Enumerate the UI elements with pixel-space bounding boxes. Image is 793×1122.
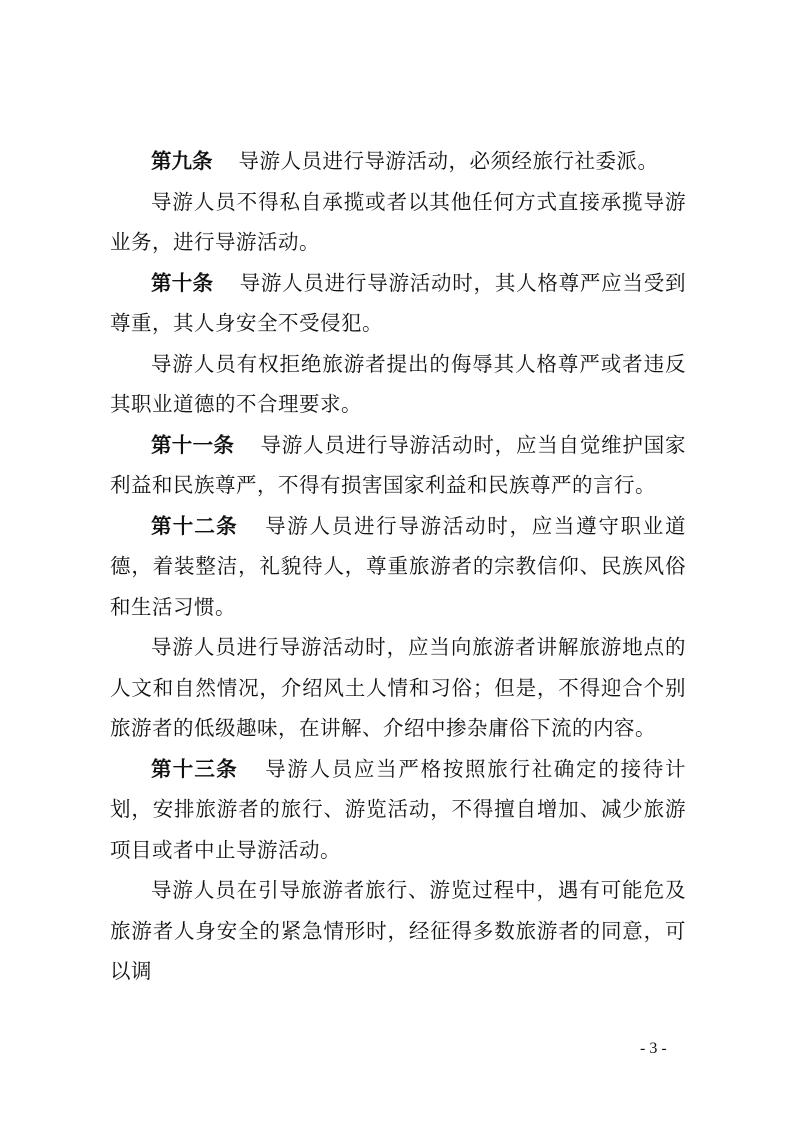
paragraph-text: 导游人员进行导游活动，必须经旅行社委派。	[238, 149, 659, 173]
paragraph-text: 导游人员不得私自承揽或者以其他任何方式直接承揽导游业务，进行导游活动。	[110, 189, 686, 254]
article-heading: 第十一条	[151, 432, 235, 457]
article-heading: 第十条	[151, 270, 214, 295]
paragraph	[110, 506, 686, 628]
paragraph-text: 导游人员进行导游活动时，应当向旅游者讲解旅游地点的人文和自然情况，介绍风土人情和习俗；但是，不得迎合个别旅游者的低级趣味，在讲解、介绍中掺杂庸俗下流的内容。	[110, 635, 686, 740]
paragraph-text: 导游人员应当严格按照旅行社确定的接待计划，安排旅游者的旅行、游览活动，不得擅自增加、减少旅游项目或者中止导游活动。	[110, 756, 687, 862]
document-body	[110, 141, 686, 992]
paragraph	[110, 425, 686, 506]
page-number: - 3 -	[640, 1040, 667, 1057]
paragraph	[110, 870, 686, 992]
article-heading: 第九条	[151, 149, 213, 173]
paragraph-text: 导游人员有权拒绝旅游者提出的侮辱其人格尊严或者违反其职业道德的不合理要求。	[110, 351, 686, 416]
paragraph	[110, 749, 686, 871]
paragraph	[110, 627, 686, 749]
paragraph-text: 导游人员进行导游活动时，应当自觉维护国家利益和民族尊严，不得有损害国家利益和民族尊严的言行。	[110, 432, 687, 497]
paragraph-text: 导游人员进行导游活动时，应当遵守职业道德，着装整洁，礼貌待人，尊重旅游者的宗教信仰、民族风俗和生活习惯。	[110, 513, 687, 619]
paragraph	[110, 182, 686, 263]
paragraph-text: 导游人员进行导游活动时，其人格尊严应当受到尊重，其人身安全不受侵犯。	[110, 270, 686, 335]
article-heading: 第十二条	[151, 513, 238, 538]
paragraph	[110, 263, 686, 344]
paragraph	[110, 141, 686, 182]
paragraph-text: 导游人员在引导旅游者旅行、游览过程中，遇有可能危及旅游者人身安全的紧急情形时，经征得多数旅游者的同意，可以调	[110, 878, 686, 983]
article-heading: 第十三条	[151, 756, 238, 781]
paragraph	[110, 344, 686, 425]
